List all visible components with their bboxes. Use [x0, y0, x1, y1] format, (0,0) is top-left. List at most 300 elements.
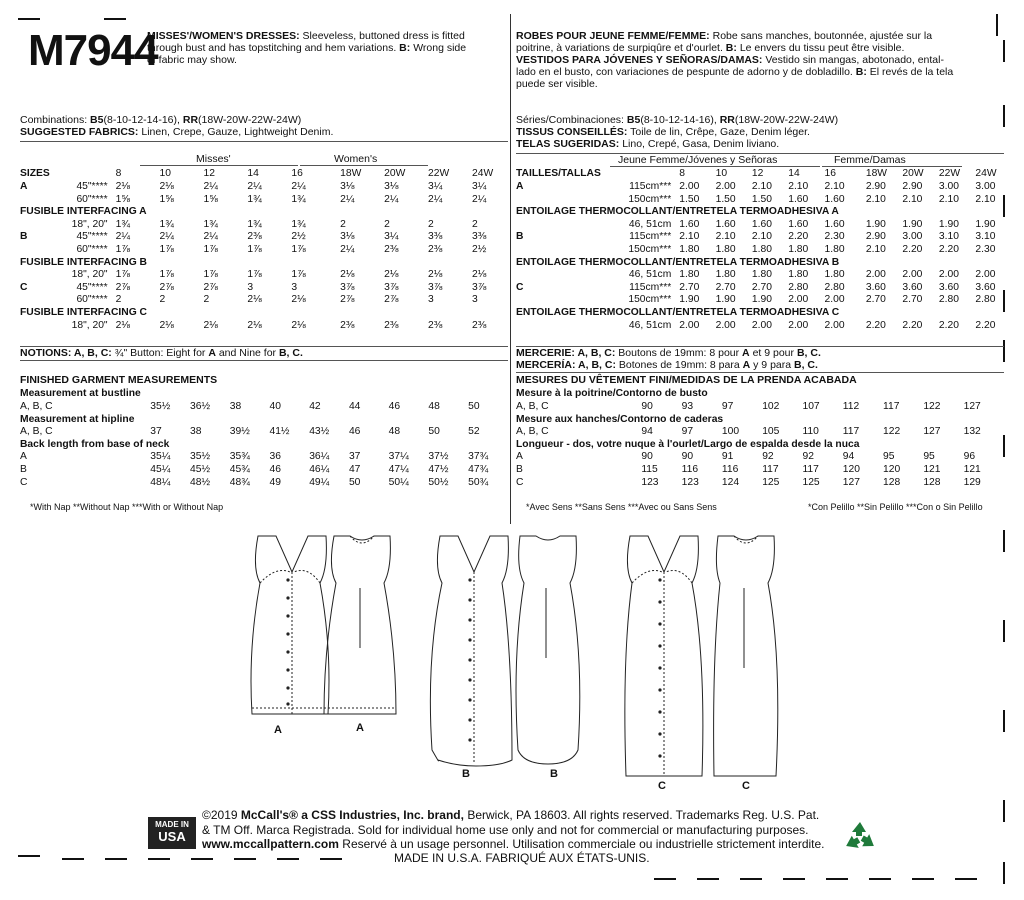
desc-en-l2b: Wrong side: [413, 42, 467, 55]
group-jeune: Jeune Femme/Jóvenes y Señoras: [618, 154, 778, 166]
table-cell: 97: [721, 400, 734, 412]
table-cell: 3: [247, 281, 254, 293]
table-cell: 38: [190, 426, 202, 438]
table-cell: 35½: [190, 451, 211, 463]
femme-rule: [822, 166, 962, 167]
table-cell: 40: [269, 400, 281, 412]
dress-b-front: [430, 536, 512, 766]
left-footnote: *With Nap **Without Nap ***With or Without Nap: [30, 502, 224, 512]
table-cell: 127: [923, 426, 941, 438]
table-cell: 10: [715, 168, 728, 180]
desc-en-l2: through bust and has topstitching and hem variations.: [147, 42, 397, 55]
table-row: [516, 269, 1004, 282]
table-cell: 35¼: [150, 451, 171, 463]
table-cell: 12: [203, 168, 215, 180]
table-cell: 3: [428, 294, 434, 306]
desc-fr-l2b: Le envers du tissu peut être visible.: [739, 42, 905, 55]
table-cell: 2.80: [938, 294, 959, 306]
table-cell: 36½: [190, 400, 211, 412]
table-cell: 48¼: [150, 476, 171, 488]
table-row: [516, 451, 1004, 464]
combos-prefix: Combinations:: [20, 114, 88, 126]
table-row: [20, 281, 508, 294]
table-cell: 2.70: [679, 281, 700, 293]
table-cell: 107: [802, 400, 820, 412]
table-cell: 100: [721, 426, 740, 438]
table-cell: 3⅛: [340, 231, 355, 243]
table-cell: 3: [291, 281, 298, 293]
table-cell: 2.10: [824, 180, 845, 192]
table-cell: 116: [681, 463, 699, 475]
table-cell: 2⅛: [340, 269, 355, 281]
fabric-width: 115cm***: [629, 231, 672, 243]
measurement-table: [20, 388, 508, 489]
section-heading: ENTOILAGE THERMOCOLLANT/ENTRETELA TERMOADHESIVA A: [516, 206, 839, 218]
row-label: C: [20, 476, 28, 488]
row-label: SIZES: [20, 168, 50, 180]
table-cell: 46: [388, 400, 401, 412]
fabric-width: 60"****: [76, 193, 108, 205]
table-row: [20, 193, 508, 206]
fabric-width: 46, 51cm: [628, 269, 672, 281]
brand: McCall's® a CSS Industries, Inc. brand,: [240, 808, 464, 822]
table-cell: 2.00: [751, 319, 772, 331]
table-cell: 45¾: [229, 463, 250, 475]
fabrics-text: Linen, Crepe, Gauze, Lightweight Denim.: [141, 126, 334, 139]
website-link[interactable]: www.mccallpattern.com: [202, 837, 339, 851]
dress-a-back: [324, 536, 396, 714]
table-cell: 2.10: [865, 243, 886, 255]
pattern-number: M7944: [28, 26, 158, 75]
table-cell: 3⅜: [471, 231, 487, 243]
table-cell: 3.00: [902, 231, 923, 243]
table-cell: 2.30: [975, 243, 996, 255]
table-cell: 2¼: [384, 193, 399, 205]
table-cell: 117: [802, 463, 819, 475]
table-cell: 2½: [471, 243, 487, 255]
table-cell: 48½: [190, 476, 211, 488]
fabric-width: 150cm***: [628, 193, 672, 205]
table-cell: 1.80: [679, 269, 700, 281]
table-cell: 3¼: [384, 231, 399, 243]
left-combinations: [20, 114, 508, 138]
table-cell: 3.60: [938, 281, 959, 293]
combos-rr-fr: RR: [719, 114, 735, 126]
notions-text: ¾" Button: Eight for: [114, 347, 206, 359]
table-row: [516, 319, 1004, 332]
measurement-heading: Back length from base of neck: [20, 438, 170, 450]
table-cell: 47¾: [468, 463, 489, 475]
table-cell: 46: [348, 426, 361, 438]
table-row: [516, 401, 1004, 414]
table-cell: 1¾: [247, 218, 262, 230]
table-cell: 8: [679, 168, 686, 180]
table-cell: 116: [721, 463, 739, 475]
fabric-width: 45"****: [76, 180, 108, 192]
table-cell: 2.00: [715, 319, 736, 331]
table-cell: 2⅞: [159, 281, 174, 293]
table-cell: 1.60: [751, 218, 772, 230]
table-cell: 97: [681, 426, 694, 438]
fabric-width: 150cm***: [628, 294, 672, 306]
table-cell: 16: [291, 168, 303, 180]
table-cell: 2.20: [788, 231, 809, 243]
merceria-bc: B, C.: [794, 359, 818, 372]
table-cell: 12: [751, 168, 764, 180]
table-cell: 1.90: [975, 218, 996, 230]
table-cell: 2⅛: [203, 319, 218, 331]
table-cell: 1¾: [247, 193, 262, 205]
table-row: [20, 244, 508, 257]
table-cell: 2⅞: [203, 281, 218, 293]
table-cell: 2.70: [751, 281, 772, 293]
table-cell: 2.90: [865, 180, 886, 192]
table-row: [516, 256, 1004, 269]
table-cell: 1⅝: [159, 193, 174, 205]
table-cell: 2.90: [902, 180, 923, 192]
table-cell: 3¼: [471, 180, 487, 192]
row-label: [516, 269, 601, 282]
fig-label-b1: B: [462, 768, 470, 780]
table-cell: 2.20: [938, 243, 959, 255]
desc-en-l3: of fabric may show.: [147, 54, 237, 67]
desc-fr-b: B:: [725, 42, 737, 55]
table-cell: 123: [681, 476, 699, 488]
right-combinations: [516, 114, 1004, 150]
table-cell: 120: [883, 463, 901, 475]
row-label: [20, 319, 56, 332]
yardage-table: [20, 168, 508, 332]
fig-label-c1: C: [658, 780, 666, 792]
row-label: A: [20, 451, 27, 463]
table-cell: 2: [340, 218, 346, 230]
table-cell: 3.60: [902, 281, 923, 293]
table-cell: 1⅞: [203, 243, 218, 255]
fabric-width: [56, 168, 107, 181]
dress-c-front: [625, 536, 703, 776]
combos-b5: B5: [90, 114, 104, 126]
table-cell: 2¼: [203, 231, 218, 243]
table-cell: 1⅞: [291, 269, 306, 281]
row-label: C: [20, 281, 28, 293]
table-cell: 47: [348, 463, 361, 475]
table-row: [20, 464, 508, 477]
row-label: B: [516, 463, 523, 475]
table-cell: 3⅞: [471, 281, 487, 293]
table-row: [516, 294, 1004, 307]
table-cell: 2: [115, 294, 122, 306]
table-cell: 1.80: [715, 269, 736, 281]
combos-b5-sizes-fr: (8-10-12-14-16),: [640, 114, 717, 126]
table-cell: 49: [269, 476, 281, 488]
table-cell: 2⅞: [340, 294, 355, 306]
row-label: [20, 294, 56, 307]
table-cell: 1⅝: [115, 193, 130, 205]
table-cell: 1.80: [788, 243, 809, 255]
combos-rr-sizes: (18W-20W-22W-24W): [198, 114, 302, 126]
table-cell: 50: [348, 476, 361, 488]
table-cell: 45¼: [150, 463, 171, 475]
table-cell: 2: [384, 218, 390, 230]
table-cell: 112: [842, 400, 860, 412]
table-cell: 115: [641, 463, 658, 475]
table-cell: 1¾: [159, 218, 174, 230]
fabric-width: 45"****: [76, 231, 108, 243]
table-cell: 1⅞: [247, 269, 262, 281]
table-cell: 22W: [938, 168, 961, 180]
table-cell: 18W: [865, 168, 888, 180]
dress-a-front: [251, 536, 329, 714]
table-cell: 35½: [150, 400, 171, 412]
fig-label-a1: A: [274, 724, 282, 736]
table-cell: 36: [269, 451, 281, 463]
misses-rule: [140, 165, 298, 166]
copyright-line2: & TM Off. Marca Registrada. Sold for individual home use only and not for commercial or manufacturing purposes.: [202, 822, 809, 837]
table-cell: 2.10: [788, 180, 809, 192]
table-cell: 41½: [269, 426, 290, 438]
table-cell: 128: [923, 476, 941, 488]
table-cell: 3.10: [975, 231, 996, 243]
row-label: TAILLES/TALLAS: [516, 168, 601, 180]
row-label: B: [516, 231, 524, 243]
mercerie: [516, 347, 821, 371]
table-cell: 43½: [309, 426, 330, 438]
table-cell: 2⅛: [384, 269, 399, 281]
row-label: [516, 319, 601, 332]
table-cell: 120: [842, 463, 860, 475]
table-cell: 2.10: [679, 231, 700, 243]
table-cell: 2.00: [788, 319, 809, 331]
table-cell: 1.80: [824, 243, 845, 255]
table-cell: 2¼: [247, 180, 262, 192]
table-cell: 2.00: [679, 319, 700, 331]
table-cell: 22W: [428, 168, 450, 180]
table-cell: 37¾: [468, 451, 489, 463]
table-cell: 45½: [190, 463, 211, 475]
row-label: [516, 193, 601, 206]
mesures-title: MESURES DU VÊTEMENT FINI/MEDIDAS DE LA PRENDA ACABADA: [516, 374, 857, 386]
table-cell: 2⅞: [115, 281, 130, 293]
table-row: [516, 218, 1004, 231]
fabric-width: 115cm***: [629, 281, 672, 293]
section-heading: FUSIBLE INTERFACING B: [20, 256, 147, 268]
table-row: [20, 426, 508, 439]
table-cell: 2.20: [975, 319, 996, 331]
table-row: [516, 464, 1004, 477]
right-footnote-fr: *Avec Sens **Sans Sens ***Avec ou Sans Sens: [526, 502, 717, 512]
table-row: [20, 319, 508, 332]
table-cell: 3: [471, 294, 478, 306]
table-row: [516, 438, 1004, 451]
table-cell: 92: [762, 451, 774, 463]
table-row: [20, 256, 508, 269]
table-cell: 125: [762, 476, 780, 488]
fig-label-a2: A: [356, 722, 364, 734]
notions: [20, 347, 303, 359]
flag-line1: MADE IN: [155, 820, 189, 829]
table-cell: 14: [788, 168, 800, 180]
table-cell: 2¼: [340, 193, 355, 205]
table-cell: 2¼: [203, 180, 218, 192]
table-row: [516, 244, 1004, 257]
table-cell: 2: [159, 294, 166, 306]
table-cell: 2.00: [975, 269, 996, 281]
combos-prefix-fr: Séries/Combinaciones:: [516, 114, 624, 126]
table-cell: 50: [428, 426, 440, 438]
made-in-line: MADE IN U.S.A. FABRIQUÉ AUX ÉTATS-UNIS.: [394, 851, 650, 865]
fabric-width: 46, 51cm: [628, 319, 672, 331]
mercerie-label: MERCERIE: A, B, C:: [516, 347, 616, 359]
table-cell: 1.80: [751, 243, 772, 255]
row-label: B: [20, 463, 27, 475]
table-cell: 105: [762, 426, 780, 438]
measurement-heading: Measurement at bustline: [20, 388, 141, 400]
fabric-width: 60"****: [76, 243, 108, 255]
group-femme: Femme/Damas: [834, 154, 906, 166]
table-cell: 44: [348, 400, 361, 412]
table-cell: 96: [963, 451, 976, 463]
table-cell: 50: [468, 400, 480, 412]
table-cell: 3⅜: [428, 231, 443, 243]
table-row: [20, 307, 508, 320]
row-label: A: [20, 180, 28, 192]
table-cell: 3⅞: [384, 281, 399, 293]
table-cell: 2.20: [938, 319, 959, 331]
table-cell: 117: [883, 400, 900, 412]
table-row: [516, 307, 1004, 320]
table-cell: 2.80: [975, 294, 996, 306]
table-cell: 124: [721, 476, 740, 488]
group-misses: Misses': [196, 153, 231, 165]
table-row: [20, 438, 508, 451]
desc-es-l2b: El revés de la tela: [869, 66, 954, 79]
table-cell: 3.00: [938, 180, 959, 192]
table-cell: 127: [963, 400, 981, 412]
desc-es-label: VESTIDOS PARA JÓVENES Y SEÑORAS/DAMAS:: [516, 54, 763, 67]
table-cell: 50½: [428, 476, 449, 488]
table-cell: 1¾: [291, 218, 306, 230]
table-cell: 1.60: [824, 218, 845, 230]
table-cell: 18W: [340, 168, 362, 180]
merceria-mid: y 9 para: [753, 359, 792, 372]
desc-fr-l1: Robe sans manches, boutonnée, ajustée sur la: [712, 30, 933, 42]
table-cell: 2.10: [902, 193, 923, 205]
table-cell: 94: [641, 426, 653, 438]
copyright-line3: Reservé à un usage personnel. Utilisation commerciale ou industrielle strictement interdite.: [342, 837, 825, 851]
table-cell: 2.00: [865, 269, 886, 281]
table-cell: 2.10: [715, 231, 736, 243]
table-cell: 2.00: [824, 294, 845, 306]
fabric-width: 18", 20": [71, 269, 108, 281]
table-row: [20, 218, 508, 231]
table-row: [516, 168, 1004, 181]
row-label: C: [516, 476, 524, 488]
measurement-heading: Mesure à la poitrine/Contorno de busto: [516, 388, 708, 400]
table-row: [20, 181, 508, 194]
table-cell: 47½: [428, 463, 449, 475]
table-cell: 2.70: [715, 281, 736, 293]
fabric-width: 60"****: [76, 294, 108, 306]
table-cell: 3.60: [975, 281, 996, 293]
yardage-table: [516, 168, 1004, 332]
table-cell: 2¼: [159, 231, 174, 243]
table-cell: 91: [721, 451, 734, 463]
table-cell: 2⅜: [428, 243, 443, 255]
row-label: A, B, C: [20, 400, 53, 412]
table-cell: 8: [115, 168, 122, 180]
table-row: [20, 294, 508, 307]
table-cell: 132: [963, 426, 981, 438]
mercerie-text: Boutons de 19mm: 8 pour: [618, 347, 740, 359]
table-cell: 35¾: [229, 451, 250, 463]
measurement-table: [516, 388, 1004, 489]
notions-bc: B, C.: [278, 347, 303, 359]
notions-mid: and Nine for: [218, 347, 277, 359]
table-cell: 3.60: [865, 281, 886, 293]
desc-en-b: B:: [399, 42, 411, 55]
description-en: [147, 30, 507, 66]
desc-fr-l2: poitrine, à variations de surpiqûre et d'ourlet.: [516, 42, 723, 55]
table-cell: 1.80: [715, 243, 736, 255]
table-cell: 2⅜: [340, 319, 355, 331]
women-rule: [300, 165, 428, 166]
table-cell: 39½: [229, 426, 250, 438]
table-cell: 46¼: [309, 463, 330, 475]
table-cell: 1¾: [291, 193, 306, 205]
table-cell: 2⅛: [115, 180, 130, 192]
table-cell: 94: [842, 451, 855, 463]
table-row: [20, 388, 508, 401]
section-heading: ENTOILAGE THERMOCOLLANT/ENTRETELA TERMOADHESIVA C: [516, 306, 840, 318]
table-cell: 20W: [384, 168, 406, 180]
table-cell: 1.50: [679, 193, 700, 205]
divider: [20, 360, 508, 361]
divider: [20, 141, 508, 142]
table-cell: 1⅞: [159, 269, 174, 281]
table-cell: 117: [762, 463, 779, 475]
table-cell: 1⅝: [203, 193, 218, 205]
table-cell: 110: [802, 426, 819, 438]
table-cell: 14: [247, 168, 259, 180]
table-cell: 47¼: [388, 463, 409, 475]
table-cell: 37: [348, 451, 361, 463]
table-cell: 37: [150, 426, 162, 438]
measurement-heading: Longueur - dos, votre nuque à l'ourlet/Largo de espalda desde la nuca: [516, 438, 860, 450]
fgm-title: FINISHED GARMENT MEASUREMENTS: [20, 374, 218, 386]
table-cell: 50¼: [388, 476, 409, 488]
row-label: A, B, C: [516, 400, 549, 412]
table-cell: 2⅛: [471, 269, 487, 281]
table-cell: 2¼: [340, 243, 355, 255]
table-cell: 2⅛: [428, 269, 443, 281]
table-cell: 1.80: [679, 243, 700, 255]
row-label: [20, 269, 56, 282]
fabric-width: [601, 168, 671, 181]
table-cell: 48: [388, 426, 401, 438]
fabrics-label: SUGGESTED FABRICS:: [20, 126, 139, 139]
row-label: [516, 244, 601, 257]
table-cell: 2.80: [824, 281, 845, 293]
table-cell: 37½: [428, 451, 449, 463]
table-cell: 90: [641, 451, 653, 463]
table-cell: 24W: [471, 168, 494, 180]
table-row: [20, 206, 508, 219]
desc-es-l3: puede ser visible.: [516, 78, 598, 91]
table-cell: 1.60: [715, 218, 736, 230]
table-cell: 1⅞: [159, 243, 174, 255]
notions-a: A: [208, 347, 216, 359]
table-cell: 3.00: [975, 180, 996, 192]
